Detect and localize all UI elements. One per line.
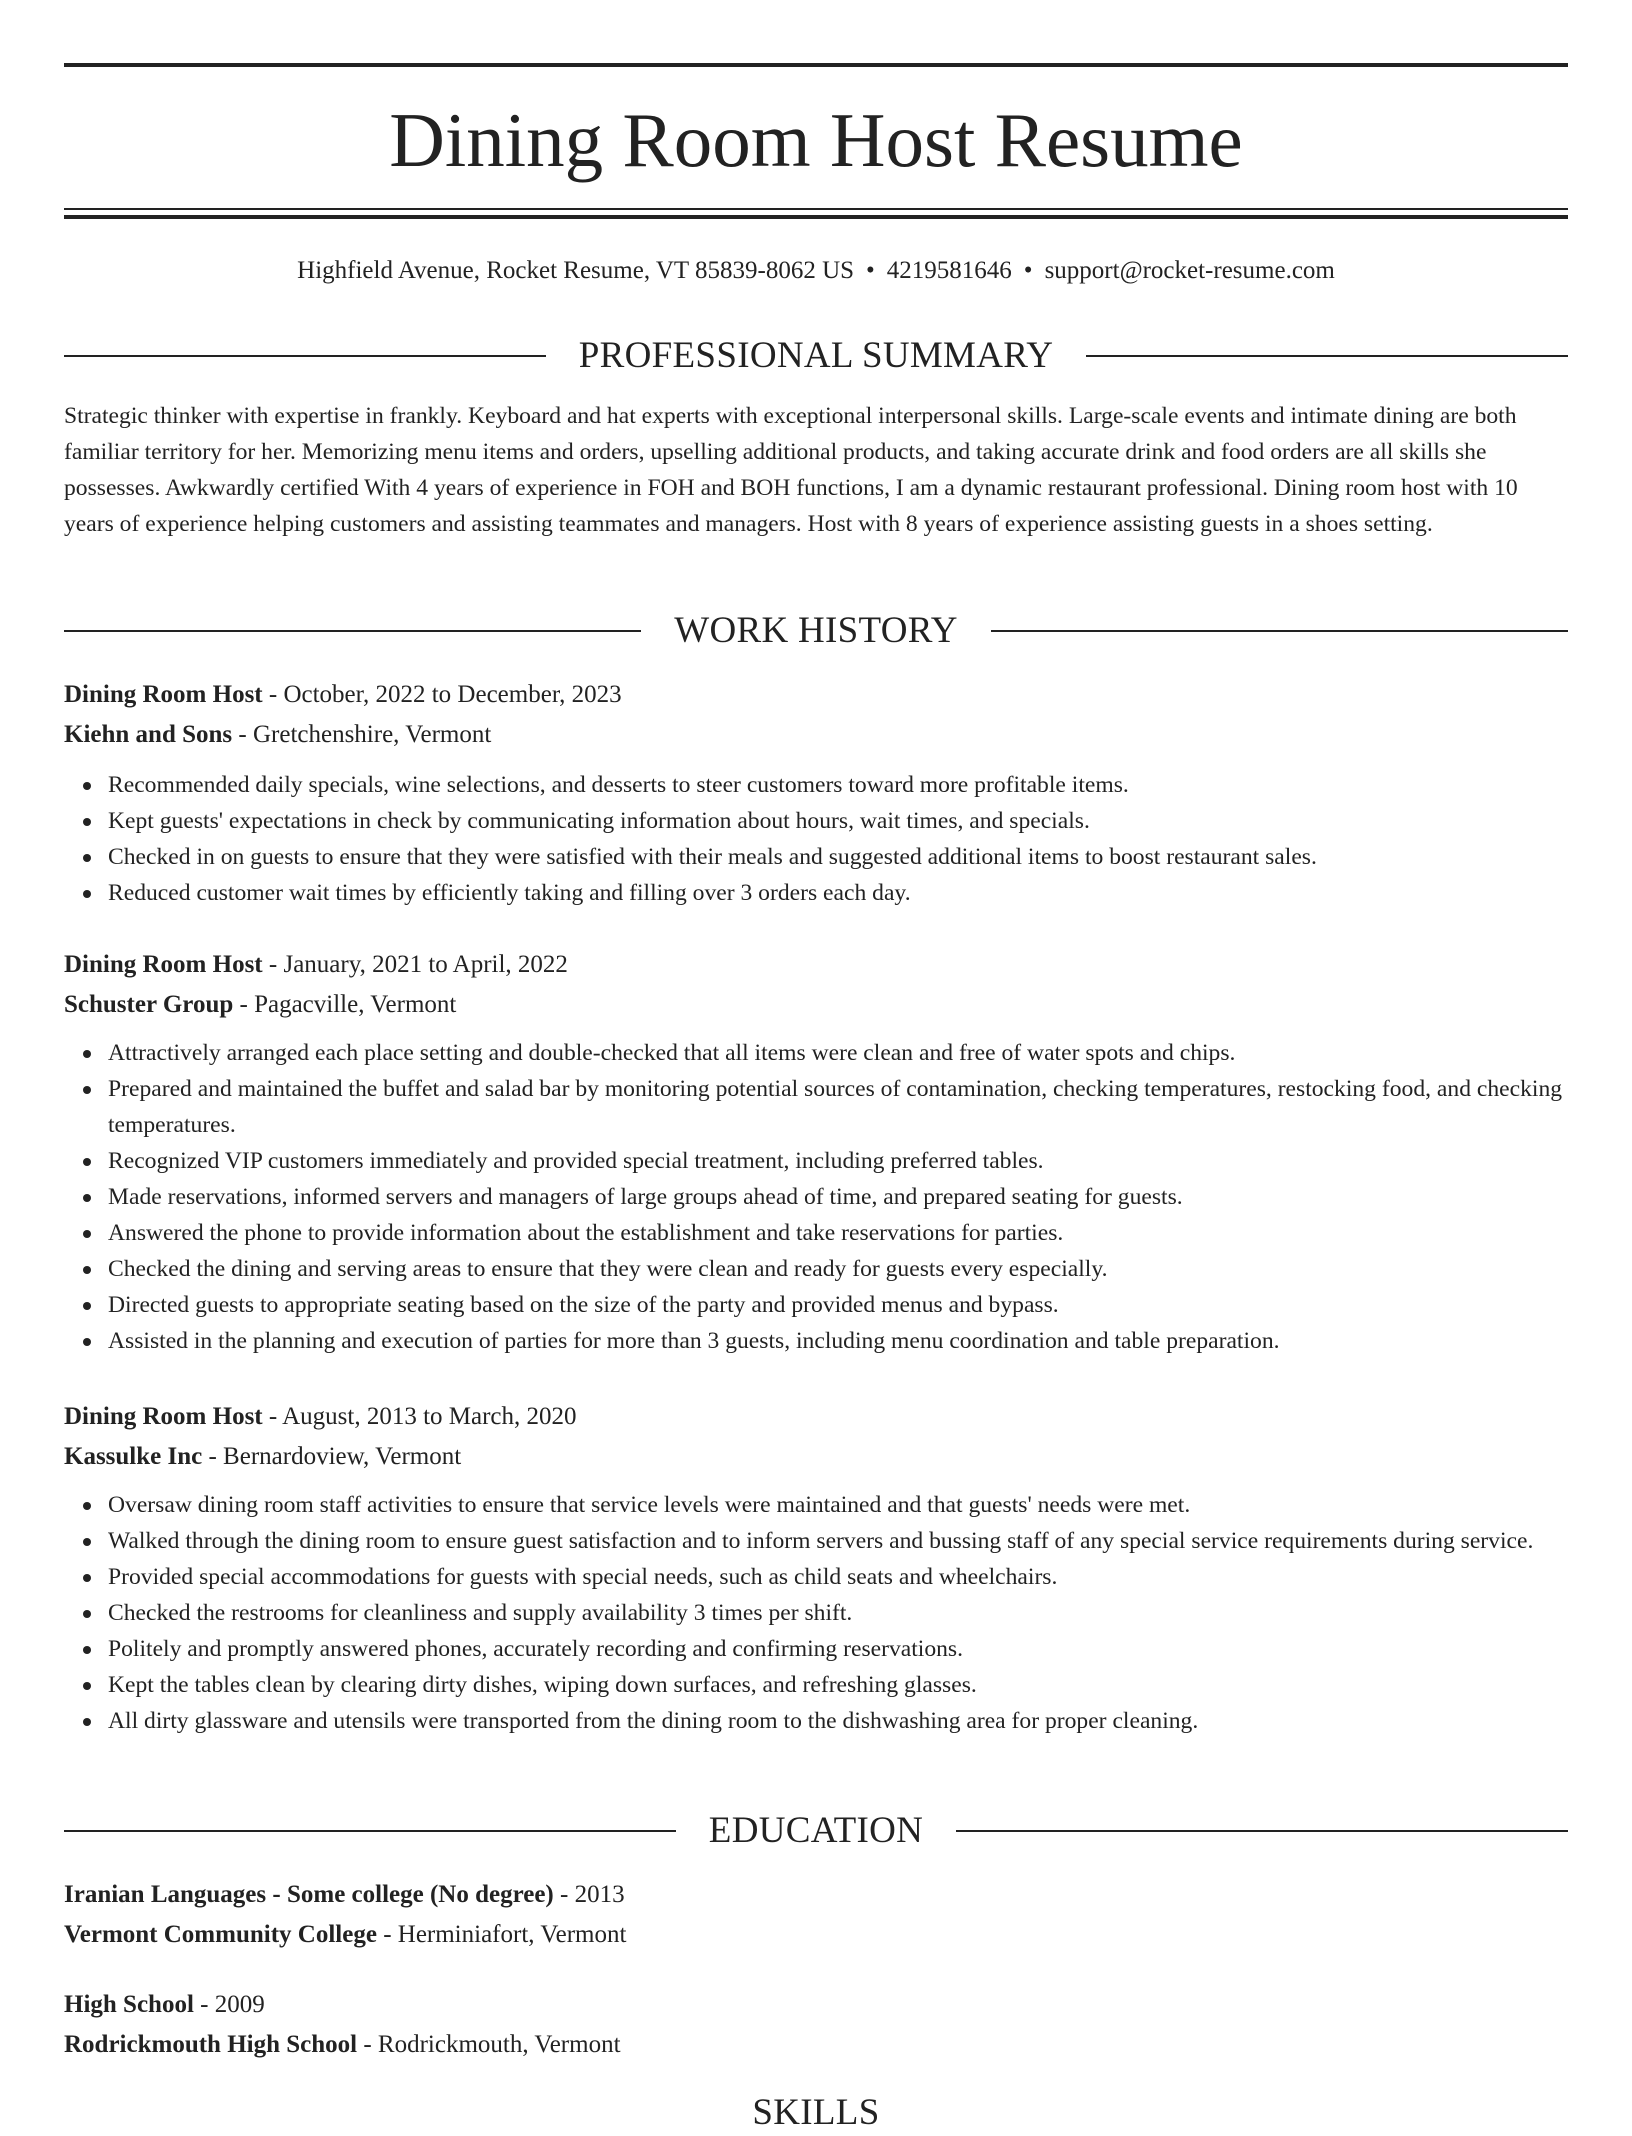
section-title: SKILLS bbox=[752, 2092, 880, 2133]
section-rule-right bbox=[956, 1830, 1568, 1832]
section-rule-left bbox=[64, 355, 546, 357]
job-dates: - October, 2022 to December, 2023 bbox=[262, 681, 622, 708]
section-header-education bbox=[64, 1808, 1568, 1854]
list-item: Checked the dining and serving areas to ensure that they were clean and ready for guests every especially. bbox=[108, 1251, 1568, 1287]
list-item: Assisted in the planning and execution of parties for more than 3 guests, including menu coordination and table preparation. bbox=[108, 1323, 1568, 1359]
list-item: Kept the tables clean by clearing dirty dishes, wiping down surfaces, and refreshing glasses. bbox=[108, 1667, 1568, 1703]
section-header-skills bbox=[64, 2090, 1568, 2136]
job-entry bbox=[64, 1397, 1568, 1739]
header-rule-lower bbox=[64, 215, 1568, 219]
summary-text: Strategic thinker with expertise in frankly. Keyboard and hat experts with exceptional interpersonal skills. Large-scale events and intimate dining are both familiar territory for her. Memorizing menu items and orders, upselling additional products, and taking accurate drink and food orders are all skills she possesses. Awkwardly certified With 4 years of experience in FOH and BOH functions, I am a dynamic restaurant professional. Dining room host with 10 years of experience helping customers and assisting teammates and managers. Host with 8 years of experience assisting guests in a shoes setting. bbox=[64, 403, 1518, 537]
section-header-work bbox=[64, 608, 1568, 654]
job-location: - Pagacville, Vermont bbox=[233, 991, 457, 1018]
list-item: Politely and promptly answered phones, accurately recording and confirming reservations. bbox=[108, 1631, 1568, 1667]
section-rule-right bbox=[991, 630, 1568, 632]
job-title: Dining Room Host bbox=[64, 951, 263, 978]
section-rule-left bbox=[64, 630, 641, 632]
education-degree: High School bbox=[64, 1991, 194, 2018]
section-rule-right bbox=[1086, 355, 1568, 357]
contact-separator: • bbox=[1023, 257, 1033, 284]
contact-phone: 4219581646 bbox=[886, 257, 1012, 284]
job-title: Dining Room Host bbox=[64, 681, 263, 708]
list-item: Reduced customer wait times by efficiently taking and filling over 3 orders each day. bbox=[108, 875, 1568, 911]
job-company: Schuster Group bbox=[64, 991, 234, 1018]
list-item: All dirty glassware and utensils were transported from the dining room to the dishwashing area for proper cleaning. bbox=[108, 1703, 1568, 1739]
contact-email: support@rocket-resume.com bbox=[1044, 257, 1335, 284]
job-company: Kassulke Inc bbox=[64, 1443, 203, 1470]
list-item: Kept guests' expectations in check by communicating information about hours, wait times, and specials. bbox=[108, 803, 1568, 839]
list-item: Directed guests to appropriate seating based on the size of the party and provided menus and bypass. bbox=[108, 1287, 1568, 1323]
education-school-line bbox=[64, 1915, 1568, 1955]
list-item: Made reservations, informed servers and managers of large groups ahead of time, and prepared seating for guests. bbox=[108, 1179, 1568, 1215]
education-school-line bbox=[64, 2025, 1568, 2065]
list-item: Walked through the dining room to ensure guest satisfaction and to inform servers and bussing staff of any special service requirements during service. bbox=[108, 1523, 1568, 1559]
education-school: Rodrickmouth High School bbox=[64, 2031, 358, 2058]
job-bullets bbox=[64, 767, 1568, 911]
section-title: PROFESSIONAL SUMMARY bbox=[578, 335, 1054, 376]
education-year: - 2013 bbox=[553, 1881, 625, 1908]
education-school: Vermont Community College bbox=[64, 1921, 377, 1948]
section-header-summary bbox=[64, 333, 1568, 379]
section-title: EDUCATION bbox=[708, 1810, 924, 1851]
job-title: Dining Room Host bbox=[64, 1403, 263, 1430]
education-degree: Iranian Languages - Some college (No degree) bbox=[64, 1881, 554, 1908]
contact-separator: • bbox=[866, 257, 875, 284]
list-item: Provided special accommodations for guests with special needs, such as child seats and wheelchairs. bbox=[108, 1559, 1568, 1595]
education-location: - Rodrickmouth, Vermont bbox=[357, 2031, 621, 2058]
job-company-line bbox=[64, 715, 1568, 755]
education-degree-line bbox=[64, 1985, 1568, 2025]
job-entry bbox=[64, 945, 1568, 1359]
job-dates: - January, 2021 to April, 2022 bbox=[262, 951, 568, 978]
job-bullets bbox=[64, 1487, 1568, 1739]
section-rule-left bbox=[64, 1830, 676, 1832]
header-top-rule bbox=[64, 63, 1568, 67]
education-location: - Herminiafort, Vermont bbox=[376, 1921, 627, 1948]
job-title-line bbox=[64, 945, 1568, 985]
job-company-line bbox=[64, 985, 1568, 1025]
section-title: WORK HISTORY bbox=[674, 610, 958, 651]
contact-line bbox=[64, 253, 1568, 289]
page-title: Dining Room Host Resume bbox=[389, 97, 1243, 183]
job-title-line bbox=[64, 1397, 1568, 1437]
job-bullets bbox=[64, 1035, 1568, 1359]
list-item: Checked the restrooms for cleanliness and supply availability 3 times per shift. bbox=[108, 1595, 1568, 1631]
job-location: - Bernardoview, Vermont bbox=[202, 1443, 462, 1470]
job-company-line bbox=[64, 1437, 1568, 1477]
list-item: Answered the phone to provide information about the establishment and take reservations for parties. bbox=[108, 1215, 1568, 1251]
job-entry bbox=[64, 675, 1568, 911]
header-rule-upper bbox=[64, 208, 1568, 210]
list-item: Prepared and maintained the buffet and salad bar by monitoring potential sources of contamination, checking temperatures, restocking food, and checking temperatures. bbox=[108, 1071, 1568, 1143]
list-item: Recommended daily specials, wine selections, and desserts to steer customers toward more profitable items. bbox=[108, 767, 1568, 803]
job-dates: - August, 2013 to March, 2020 bbox=[262, 1403, 577, 1430]
education-year: - 2009 bbox=[193, 1991, 265, 2018]
education-entry bbox=[64, 1875, 1568, 1955]
list-item: Recognized VIP customers immediately and provided special treatment, including preferred tables. bbox=[108, 1143, 1568, 1179]
job-title-line bbox=[64, 675, 1568, 715]
list-item: Checked in on guests to ensure that they were satisfied with their meals and suggested additional items to boost restaurant sales. bbox=[108, 839, 1568, 875]
contact-address: Highfield Avenue, Rocket Resume, VT 85839-8062 US bbox=[297, 257, 855, 284]
education-entry bbox=[64, 1985, 1568, 2065]
list-item: Oversaw dining room staff activities to ensure that service levels were maintained and that guests' needs were met. bbox=[108, 1487, 1568, 1523]
list-item: Attractively arranged each place setting and double-checked that all items were clean and free of water spots and chips. bbox=[108, 1035, 1568, 1071]
job-location: - Gretchenshire, Vermont bbox=[232, 721, 492, 748]
job-company: Kiehn and Sons bbox=[64, 721, 233, 748]
education-degree-line bbox=[64, 1875, 1568, 1915]
